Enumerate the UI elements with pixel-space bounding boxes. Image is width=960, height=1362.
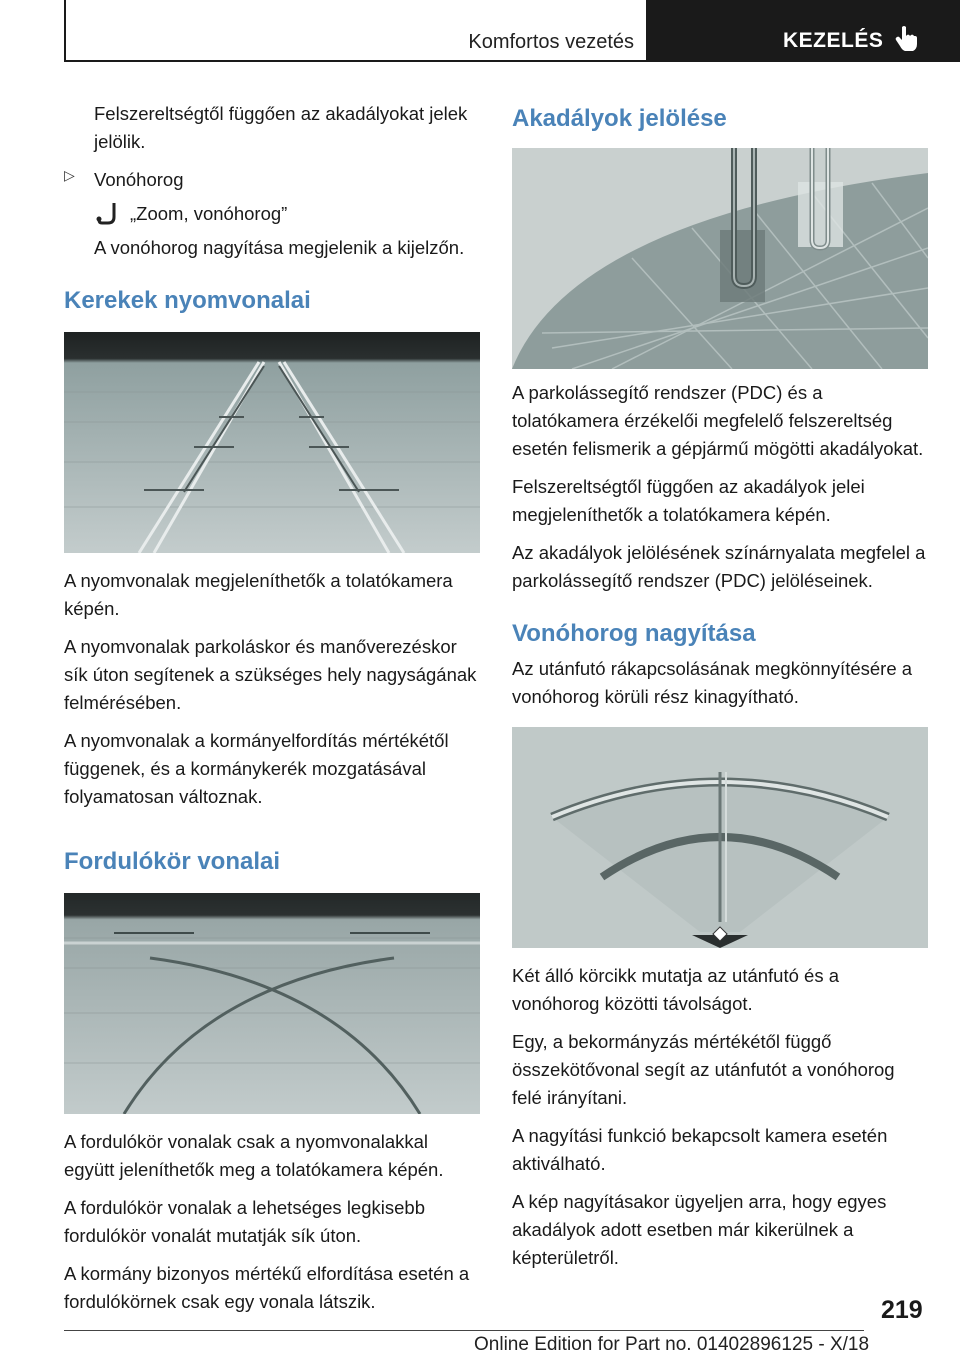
tow-hitch-icon	[94, 201, 122, 227]
heading-hitch-zoom: Vonóhorog nagyítása	[512, 620, 756, 647]
tracks-paragraph-1: A nyomvonalak megjeleníthetők a tolatókamera képén.	[64, 570, 453, 619]
turning-paragraph-3: A kormány bizonyos mértékű elfordítása esetén a fordulókörnek csak egy vonala látszik.	[64, 1263, 470, 1312]
turning-paragraph-1: A fordulókör vonalak csak a nyomvonalakkal együtt jeleníthetők meg a tolatókamera képén.	[64, 1131, 444, 1180]
page-number: 219	[881, 1296, 923, 1324]
hitch-paragraph-1: Az utánfutó rákapcsolásának megkönnyítésére a vonóhorog körüli rész kinagyítható.	[512, 658, 913, 707]
wheel-tracks-figure	[64, 332, 480, 553]
right-column	[512, 100, 928, 1282]
tracks-paragraph-2: A nyomvonalak parkoláskor és manőverezéskor sík úton segítenek a szükséges hely nagyságának felmérésében.	[64, 636, 477, 713]
header-chapter-title: KEZELÉS	[783, 29, 884, 52]
footer-edition: Online Edition for Part no. 01402896125 - X/18	[474, 1334, 870, 1355]
hitch-paragraph-2: Két álló körcikk mutatja az utánfutó és a vonóhorog közötti távolságot.	[512, 965, 840, 1014]
obstacles-paragraph-3: Az akadályok jelölésének színárnyalata megfelel a parkolássegítő rendszer (PDC) jelöléseinek.	[512, 542, 926, 591]
header-section-box	[64, 0, 648, 62]
zoom-label: „Zoom, vonóhorog”	[130, 203, 288, 224]
heading-wheel-tracks: Kerekek nyomvonalai	[64, 287, 311, 314]
header-chapter-box	[648, 0, 960, 62]
left-column	[64, 100, 480, 1326]
hitch-zoom-figure	[512, 727, 928, 948]
obstacle-marking-figure	[512, 148, 928, 369]
obstacles-paragraph-1: A parkolássegítő rendszer (PDC) és a tolatókamera érzékelői megfelelő felszereltség esetén felismerik a gépjármű mögötti akadályokat.	[512, 382, 924, 459]
heading-obstacle-marking: Akadályok jelölése	[512, 105, 727, 132]
hitch-paragraph-4: A nagyítási funkció bekapcsolt kamera esetén aktiválható.	[512, 1125, 888, 1174]
turning-circle-figure	[64, 893, 480, 1114]
hand-pointer-icon	[895, 25, 921, 53]
hitch-paragraph-5: A kép nagyításakor ügyeljen arra, hogy egyes akadályok adott esetben már kikerülnek a képterületről.	[512, 1191, 887, 1268]
list-item	[64, 166, 480, 200]
zoom-description: A vonóhorog nagyítása megjelenik a kijelzőn.	[94, 237, 465, 258]
heading-turning-circle: Fordulókör vonalai	[64, 848, 281, 875]
obstacles-paragraph-2: Felszereltségtől függően az akadályok jelei megjeleníthetők a tolatókamera képén.	[512, 476, 865, 525]
hitch-paragraph-3: Egy, a bekormányzás mértékétől függő összekötővonal segít az utánfutót a vonóhorog felé irányítani.	[512, 1031, 895, 1108]
turning-paragraph-2: A fordulókör vonalak a lehetséges legkisebb fordulókör vonalát mutatják sík úton.	[64, 1197, 425, 1246]
triangle-bullet-icon: ▷	[64, 167, 75, 183]
intro-text: Felszereltségtől függően az akadályokat jelek jelölik.	[94, 103, 468, 152]
footer-divider	[64, 1330, 864, 1331]
bullet-text: Vonóhorog	[94, 169, 184, 190]
zoom-row	[64, 200, 480, 228]
tracks-paragraph-3: A nyomvonalak a kormányelfordítás mértékétől függenek, és a kormánykerék mozgatásával folyamatosan változnak.	[64, 730, 449, 807]
header-section-title: Komfortos vezetés	[468, 31, 634, 53]
